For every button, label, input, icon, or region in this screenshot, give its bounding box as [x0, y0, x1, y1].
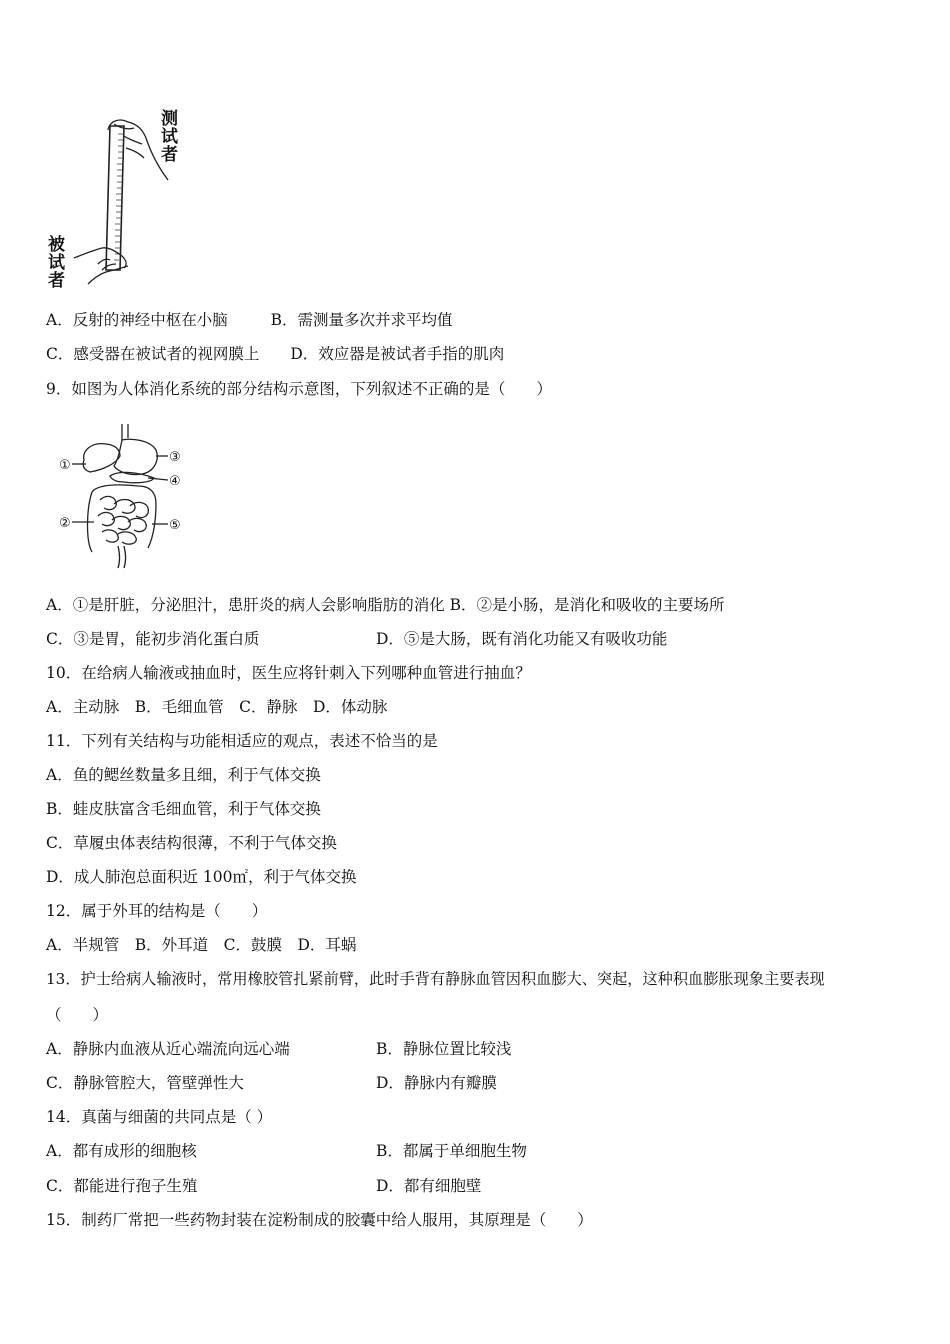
- q13-stem: 13．护士给病人输液时，常用橡胶管扎紧前臂，此时手背有静脉血管因积血膨大、突起，这种积血膨胀现象主要表现: [46, 970, 825, 988]
- stomach-icon: [114, 439, 157, 474]
- q13-stem-paren: （ ）: [46, 1006, 109, 1024]
- q12-options: A．半规管 B．外耳道 C．鼓膜 D．耳蜗: [46, 936, 357, 954]
- q14-option-c: C．都能进行孢子生殖: [46, 1177, 198, 1195]
- small-intestine-icon: [98, 496, 148, 544]
- label-4: ④: [169, 474, 181, 489]
- tester-label: 测试者: [161, 109, 178, 165]
- q9-option-ab: A．①是肝脏，分泌胆汁，患肝炎的病人会影响脂肪的消化 B．②是小肠，是消化和吸收的主要场所: [46, 596, 725, 614]
- q11-option-d: D．成人肺泡总面积近 100㎡，利于气体交换: [46, 868, 357, 886]
- q8-option-d: D．效应器是被试者手指的肌肉: [290, 345, 505, 363]
- q10-options: A．主动脉 B．毛细血管 C．静脉 D．体动脉: [46, 698, 388, 716]
- q8-option-row-1: [46, 310, 453, 330]
- q14-option-b: B．都属于单细胞生物: [376, 1142, 527, 1160]
- q8-option-b: B．需测量多次并求平均值: [270, 311, 453, 329]
- q13-option-d: D．静脉内有瓣膜: [376, 1074, 497, 1092]
- digestive-system-drawing: [58, 420, 188, 570]
- q14-option-a: A．都有成形的细胞核: [46, 1142, 197, 1160]
- large-intestine-icon: [88, 485, 157, 552]
- q13-option-a: A．静脉内血液从近心端流向远心端: [46, 1040, 290, 1058]
- label-5: ⑤: [169, 518, 181, 533]
- q14-stem: 14．真菌与细菌的共同点是（ ）: [46, 1108, 273, 1126]
- liver-icon: [83, 444, 120, 472]
- q11-option-a: A．鱼的鳃丝数量多且细，利于气体交换: [46, 766, 321, 784]
- label-1: ①: [59, 458, 71, 473]
- label-3: ③: [169, 450, 181, 465]
- q9-option-c: C．③是胃，能初步消化蛋白质: [46, 630, 260, 648]
- tester-hand-icon: [108, 120, 168, 180]
- q8-option-row-2: [46, 344, 504, 364]
- label-2: ②: [59, 516, 71, 531]
- q9-option-d: D．⑤是大肠，既有消化功能又有吸收功能: [376, 630, 668, 648]
- subject-label: 被试者: [48, 235, 65, 291]
- q15-stem: 15．制药厂常把一些药物封装在淀粉制成的胶囊中给人服用，其原理是（ ）: [46, 1211, 593, 1229]
- q11-stem: 11．下列有关结构与功能相适应的观点，表述不恰当的是: [46, 732, 438, 750]
- esophagus-icon: [122, 424, 128, 440]
- q14-option-d: D．都有细胞壁: [376, 1177, 482, 1195]
- q11-option-c: C．草履虫体表结构很薄，不利于气体交换: [46, 834, 337, 852]
- q13-option-c: C．静脉管腔大，管壁弹性大: [46, 1074, 244, 1092]
- q13-option-b: B．静脉位置比较浅: [376, 1040, 512, 1058]
- q9-stem: 9．如图为人体消化系统的部分结构示意图，下列叙述不正确的是（ ）: [46, 380, 552, 398]
- digestive-system-figure: [58, 420, 188, 570]
- q12-stem: 12．属于外耳的结构是（ ）: [46, 902, 268, 920]
- q10-stem: 10．在给病人输液或抽血时，医生应将针刺入下列哪种血管进行抽血？: [46, 664, 531, 682]
- q11-option-b: B．蛙皮肤富含毛细血管，利于气体交换: [46, 800, 321, 818]
- q8-option-a: A．反射的神经中枢在小脑: [46, 311, 228, 329]
- q8-option-c: C．感受器在被试者的视网膜上: [46, 345, 260, 363]
